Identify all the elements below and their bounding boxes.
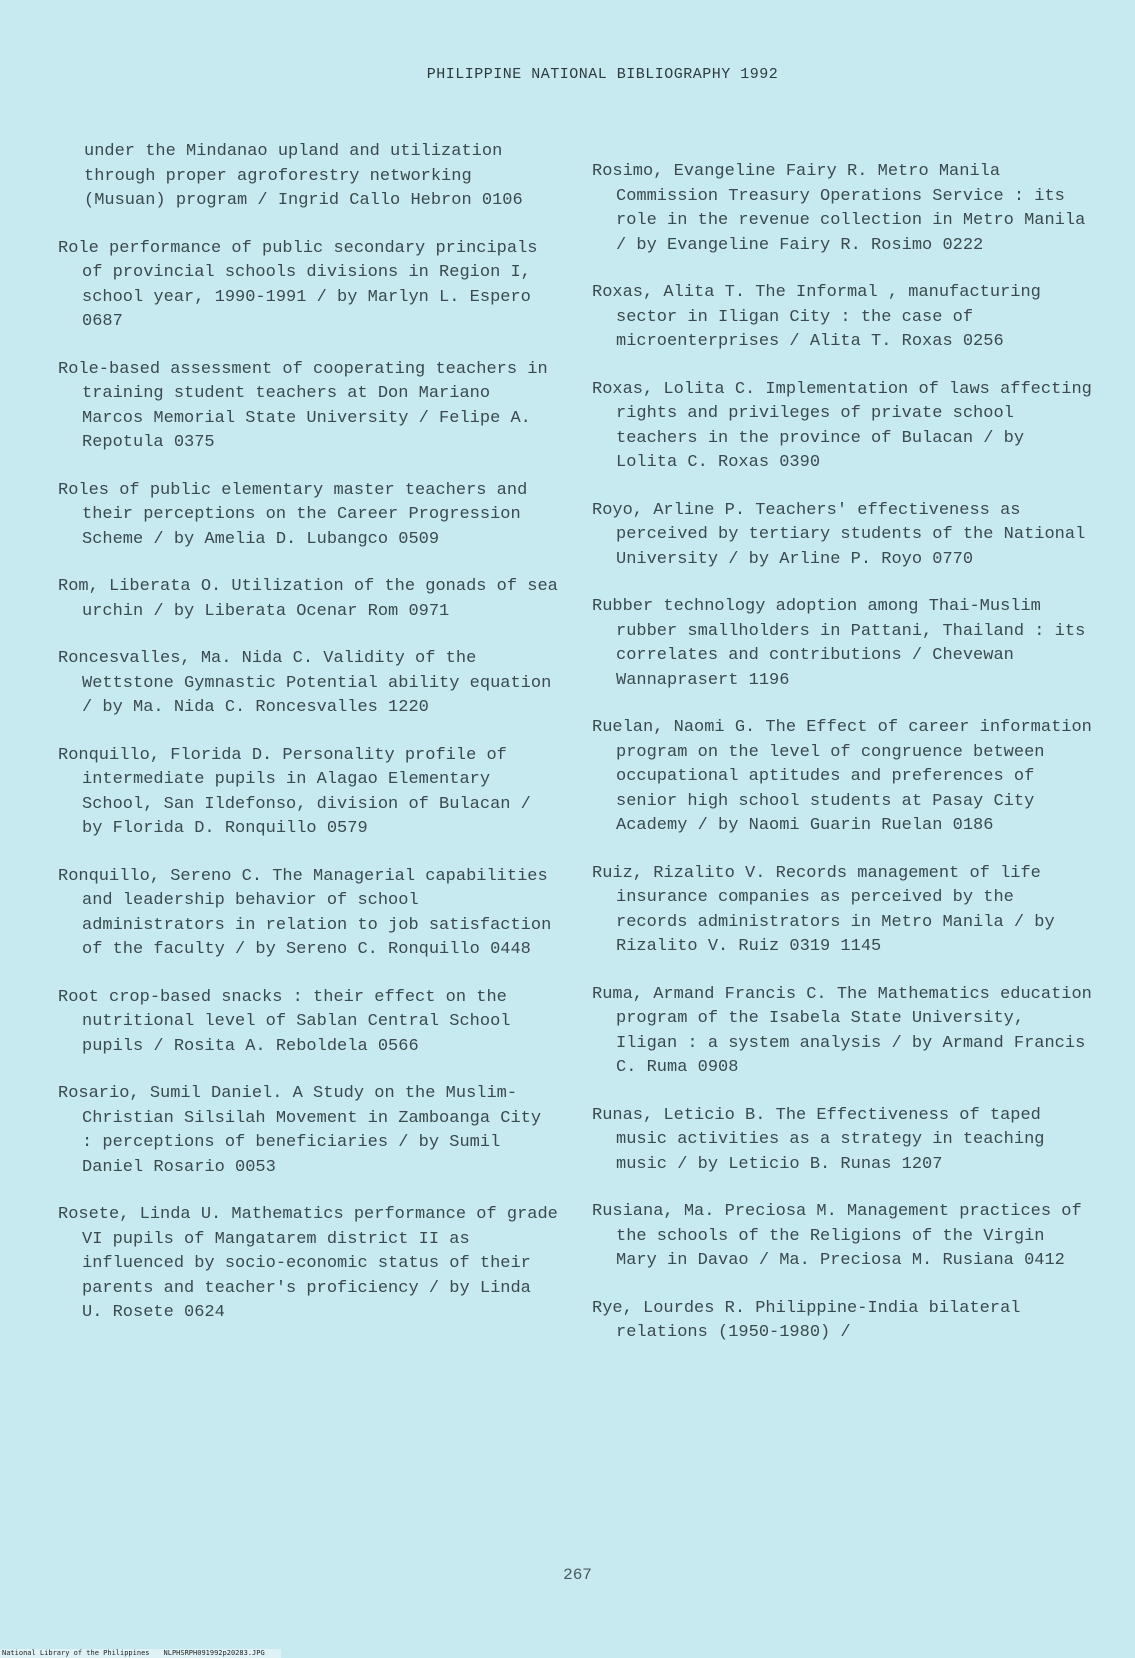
bibliography-entry: Ruiz, Rizalito V. Records management of life insurance companies as perceived by the records administrators in Metro Manila / by Rizalito V. Ruiz 0319 1145 — [592, 863, 1055, 956]
bibliography-entry: Roncesvalles, Ma. Nida C. Validity of the Wettstone Gymnastic Potential ability equation / by Ma. Nida C. Roncesvalles 1220 — [58, 649, 552, 717]
library-name: National Library of the Philippines — [2, 1649, 150, 1657]
page-number: 267 — [563, 1566, 592, 1584]
bibliography-entry: Ruelan, Naomi G. The Effect of career information program on the level of congruence between occupational aptitudes and preferences of senior high school students at Pasay City Academy / by Naomi Guarin Ruelan 0186 — [592, 718, 1092, 835]
bibliography-entry: Rom, Liberata O. Utilization of the gonads of sea urchin / by Liberata Ocenar Rom 0971 — [58, 577, 558, 621]
bibliography-entry: Royo, Arline P. Teachers' effectiveness as perceived by tertiary students of the National University / by Arline P. Royo 0770 — [592, 500, 1086, 569]
bibliography-entry: Roxas, Alita T. The Informal , manufacturing sector in Iligan City : the case of microenterprises / Alita T. Roxas 0256 — [592, 283, 1041, 351]
bibliography-entry: Roxas, Lolita C. Implementation of laws affecting rights and privileges of private school teachers in the province of Bulacan / by Lolita C. Roxas 0390 — [592, 379, 1092, 472]
bibliography-entry: Rosimo, Evangeline Fairy R. Metro Manila Commission Treasury Operations Service : its role in the revenue collection in Metro Manila / by Evangeline Fairy R. Rosimo 0222 — [592, 162, 1086, 255]
bibliography-entry: Rosario, Sumil Daniel. A Study on the Muslim-Christian Silsilah Movement in Zamboanga City : perceptions of beneficiaries / by Sumil Daniel Rosario 0053 — [58, 1084, 542, 1177]
bibliography-entry: Ronquillo, Sereno C. The Managerial capabilities and leadership behavior of school administrators in relation to job satisfaction of the faculty / by Sereno C. Ronquillo 0448 — [58, 866, 552, 959]
left-column — [58, 140, 558, 1349]
bibliography-entry: Ruma, Armand Francis C. The Mathematics education program of the Isabela State University, Iligan : a system analysis / by Armand Francis C. Ruma 0908 — [592, 984, 1092, 1077]
bibliography-entry: Roles of public elementary master teachers and their perceptions on the Career Progression Scheme / by Amelia D. Lubangco 0509 — [58, 480, 528, 549]
bibliography-entry: Role-based assessment of cooperating teachers in training student teachers at Don Mariano Marcos Memorial State University / Felipe A. Repotula 0375 — [58, 359, 548, 452]
file-name: NLPHSRPH091992p20283.JPG — [163, 1649, 265, 1657]
bibliography-entry: Ronquillo, Florida D. Personality profile of intermediate pupils in Alagao Elementary School, San Ildefonso, division of Bulacan / by Florida D. Ronquillo 0579 — [58, 745, 531, 838]
bibliography-entry: Rye, Lourdes R. Philippine-India bilateral relations (1950-1980) / — [592, 1298, 1021, 1342]
bibliography-entry: Rusiana, Ma. Preciosa M. Management practices of the schools of the Religions of the Virgin Mary in Davao / Ma. Preciosa M. Rusiana 0412 — [592, 1202, 1082, 1270]
page-header: PHILIPPINE NATIONAL BIBLIOGRAPHY 1992 — [426, 66, 779, 83]
bibliography-entry: Runas, Leticio B. The Effectiveness of taped music activities as a strategy in teaching music / by Leticio B. Runas 1207 — [592, 1105, 1045, 1174]
bibliography-entry: Root crop-based snacks : their effect on the nutritional level of Sablan Central School pupils / Rosita A. Reboldela 0566 — [58, 987, 511, 1056]
bibliography-entry: Role performance of public secondary principals of provincial schools divisions in Region I, school year, 1990-1991 / by Marlyn L. Espero 0687 — [58, 238, 538, 331]
bibliography-entry: Rosete, Linda U. Mathematics performance of grade VI pupils of Mangatarem district II as influenced by socio-economic status of their parents and teacher's proficiency / by Linda U. Rosete 0624 — [58, 1205, 558, 1322]
bibliography-entry: under the Mindanao upland and utilization through proper agroforestry networking (Musuan) program / Ingrid Callo Hebron 0106 — [84, 142, 523, 210]
right-column — [592, 160, 1092, 1369]
bibliography-entry: Rubber technology adoption among Thai-Muslim rubber smallholders in Pattani, Thailand : its correlates and contributions / Chevewan Wannaprasert 1196 — [592, 597, 1086, 690]
scan-provenance — [0, 1649, 281, 1658]
